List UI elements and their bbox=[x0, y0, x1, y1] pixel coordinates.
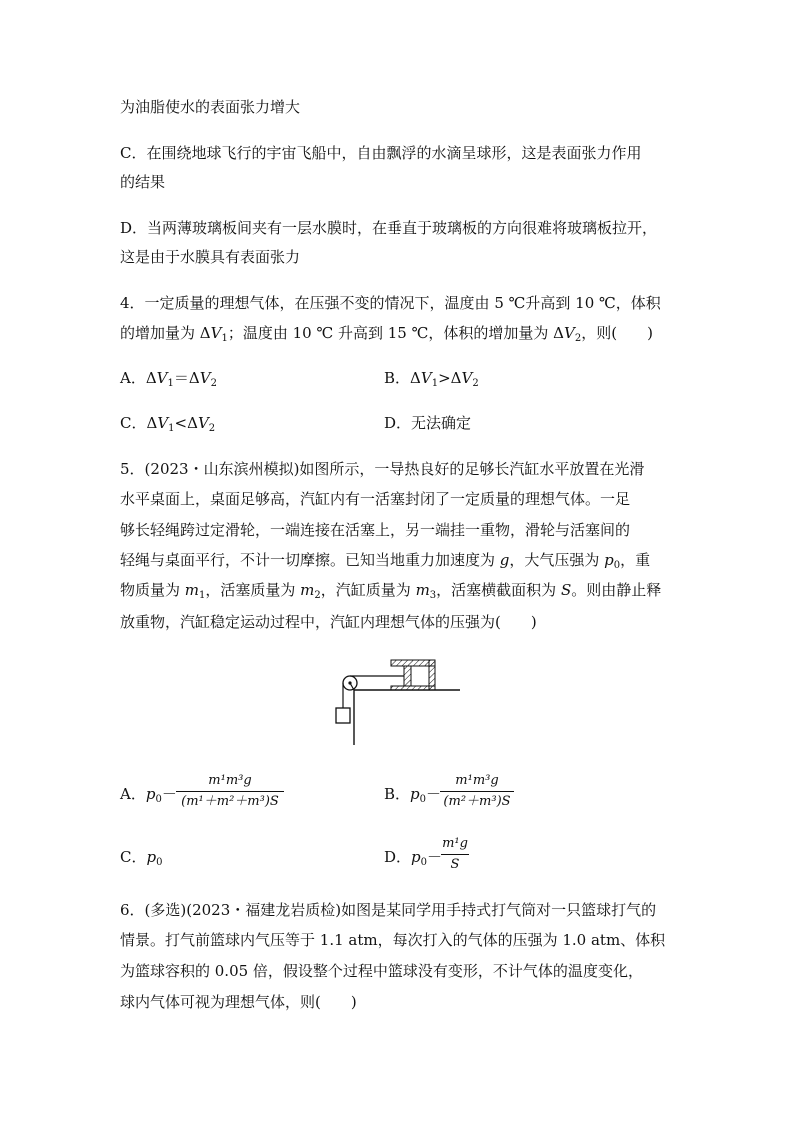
q4-option-a: A．$\Delta V_1=\Delta V_2$ bbox=[120, 369, 217, 389]
text-line: 的结果 bbox=[120, 173, 166, 191]
q5-option-b: B．$p_0-$ bbox=[384, 785, 442, 805]
q5-option-d: D．$p_0-$ bbox=[384, 848, 443, 868]
question-5-stem-3: 够长轻绳跨过定滑轮，一端连接在活塞上，另一端挂一重物，滑轮与活塞间的 bbox=[120, 521, 631, 539]
q5-option-c: C．$p_0$ bbox=[120, 848, 163, 868]
question-5-stem: 5．(2023・山东滨州模拟)如图所示，一导热良好的足够长汽缸水平放置在光滑 bbox=[120, 460, 645, 478]
pulley bbox=[343, 676, 357, 690]
option-d-text: D．当两薄玻璃板间夹有一层水膜时，在垂直于玻璃板的方向很难将玻璃板拉开， bbox=[120, 219, 658, 237]
q4-option-c: C．$\Delta V_1<\Delta V_2$ bbox=[120, 414, 216, 434]
question-5-stem-6: 放重物，汽缸稳定运动过程中，汽缸内理想气体的压强为( ) bbox=[120, 613, 537, 631]
question-5-stem-2: 水平桌面上，桌面足够高，汽缸内有一活塞封闭了一定质量的理想气体。一足 bbox=[120, 490, 631, 508]
q5-option-b-fraction: m¹m³g (m²＋m³)S bbox=[440, 772, 514, 811]
option-c-text: C．在围绕地球飞行的宇宙飞船中，自由飘浮的水滴呈球形，这是表面张力作用 bbox=[120, 144, 642, 162]
cylinder-pulley-figure bbox=[322, 655, 462, 750]
cylinder bbox=[391, 660, 435, 690]
q4-option-d: D．无法确定 bbox=[384, 414, 472, 432]
q5-option-d-fraction: m¹g S bbox=[442, 836, 468, 872]
question-4-stem: 4．一定质量的理想气体，在压强不变的情况下，温度由 5 ℃升高到 10 ℃，体积 bbox=[120, 294, 661, 312]
q5-option-a: A．$p_0-$ bbox=[120, 785, 177, 805]
q5-option-a-fraction: m¹m³g (m¹＋m²＋m³)S bbox=[176, 772, 284, 811]
hanging-weight bbox=[336, 708, 350, 723]
question-6-stem-4: 球内气体可视为理想气体，则( ) bbox=[120, 993, 357, 1011]
question-4-stem-2: 的增加量为 $\Delta V_1$；温度由 10 ℃ 升高到 15 ℃，体积的增加量为 $\Delta V_2$，则( ) bbox=[120, 324, 653, 344]
question-6-stem: 6．(多选)(2023・福建龙岩质检)如图是某同学用手持式打气筒对一只篮球打气的 bbox=[120, 901, 657, 919]
q4-option-b: B．$\Delta V_1>\Delta V_2$ bbox=[384, 369, 479, 389]
text-line: 这是由于水膜具有表面张力 bbox=[120, 248, 301, 266]
question-6-stem-2: 情景。打气前篮球内气压等于 1.1 atm，每次打入的气体的压强为 1.0 atm、体积 bbox=[120, 931, 666, 949]
question-6-stem-3: 为篮球容积的 0.05 倍，假设整个过程中篮球没有变形，不计气体的温度变化， bbox=[120, 962, 643, 980]
table-surface bbox=[354, 690, 460, 745]
question-5-stem-4: 轻绳与桌面平行，不计一切摩擦。已知当地重力加速度为 g，大气压强为 $p_0$，重 bbox=[120, 551, 651, 571]
question-5-stem-5: 物质量为 $m_1$，活塞质量为 $m_2$，汽缸质量为 $m_3$，活塞横截面积为 S。则由静止释 bbox=[120, 581, 662, 601]
text-line: 为油脂使水的表面张力增大 bbox=[120, 98, 301, 116]
